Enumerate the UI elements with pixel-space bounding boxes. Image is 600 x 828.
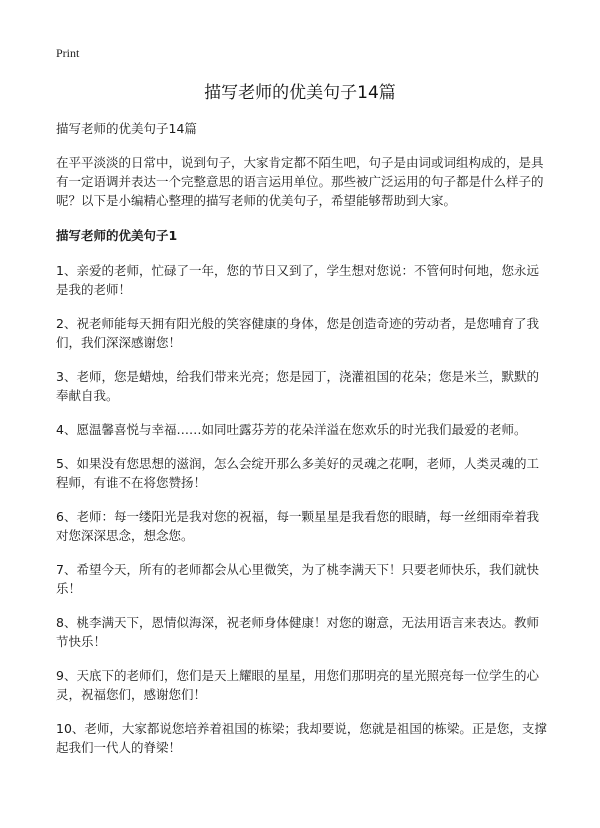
list-item: 1、亲爱的老师，忙碌了一年，您的节日又到了，学生想对您说：不管何时何地，您永远是我的老师！: [56, 263, 539, 297]
list-item: 6、老师：每一缕阳光是我对您的祝福，每一颗星星是我看您的眼睛，每一丝细雨牵着我对您深深思念，想念您。: [56, 509, 539, 543]
list-item: 9、天底下的老师们，您们是天上耀眼的星星，用您们那明亮的星光照亮每一位学生的心灵，祝福您们，感谢您们！: [56, 668, 539, 702]
list-item: 2、祝老师能每天拥有阳光般的笑容健康的身体，您是创造奇迹的劳动者，是您哺育了我们，我们深深感谢您！: [56, 316, 539, 350]
list-item: 3、老师，您是蜡烛，给我们带来光亮；您是园丁，浇灌祖国的花朵；您是米兰，默默的奉献自我。: [56, 369, 539, 403]
list-item: 10、老师，大家都说您培养着祖国的栋梁；我却要说，您就是祖国的栋梁。正是您，支撑起我们一代人的脊梁！: [56, 721, 547, 755]
list-item: 4、愿温馨喜悦与幸福……如同吐露芬芳的花朵洋溢在您欢乐的时光我们最爱的老师。: [56, 422, 527, 437]
print-link[interactable]: Print: [56, 46, 80, 60]
list-item: 7、希望今天，所有的老师都会从心里微笑，为了桃李满天下！只要老师快乐，我们就快乐！: [56, 562, 539, 596]
article-body: [56, 120, 550, 772]
section-heading: 描写老师的优美句子1: [56, 228, 178, 243]
list-item: 5、如果没有您思想的滋润，怎么会绽开那么多美好的灵魂之花啊，老师，人类灵魂的工程师，有谁不在将您赞扬！: [56, 456, 539, 490]
article-subtitle: 描写老师的优美句子14篇: [56, 121, 197, 136]
intro-paragraph: 在平平淡淡的日常中，说到句子，大家肯定都不陌生吧，句子是由词或词组构成的，是具有一定语调并表达一个完整意思的语言运用单位。那些被广泛运用的句子都是什么样子的呢？以下是小编精心整理的描写老师的优美句子，希望能够帮助到大家。: [56, 155, 544, 208]
list-item: 8、桃李满天下，恩情似海深，祝老师身体健康！对您的谢意，无法用语言来表达。教师节快乐！: [56, 615, 539, 649]
page-title: 描写老师的优美句子14篇: [204, 83, 396, 103]
